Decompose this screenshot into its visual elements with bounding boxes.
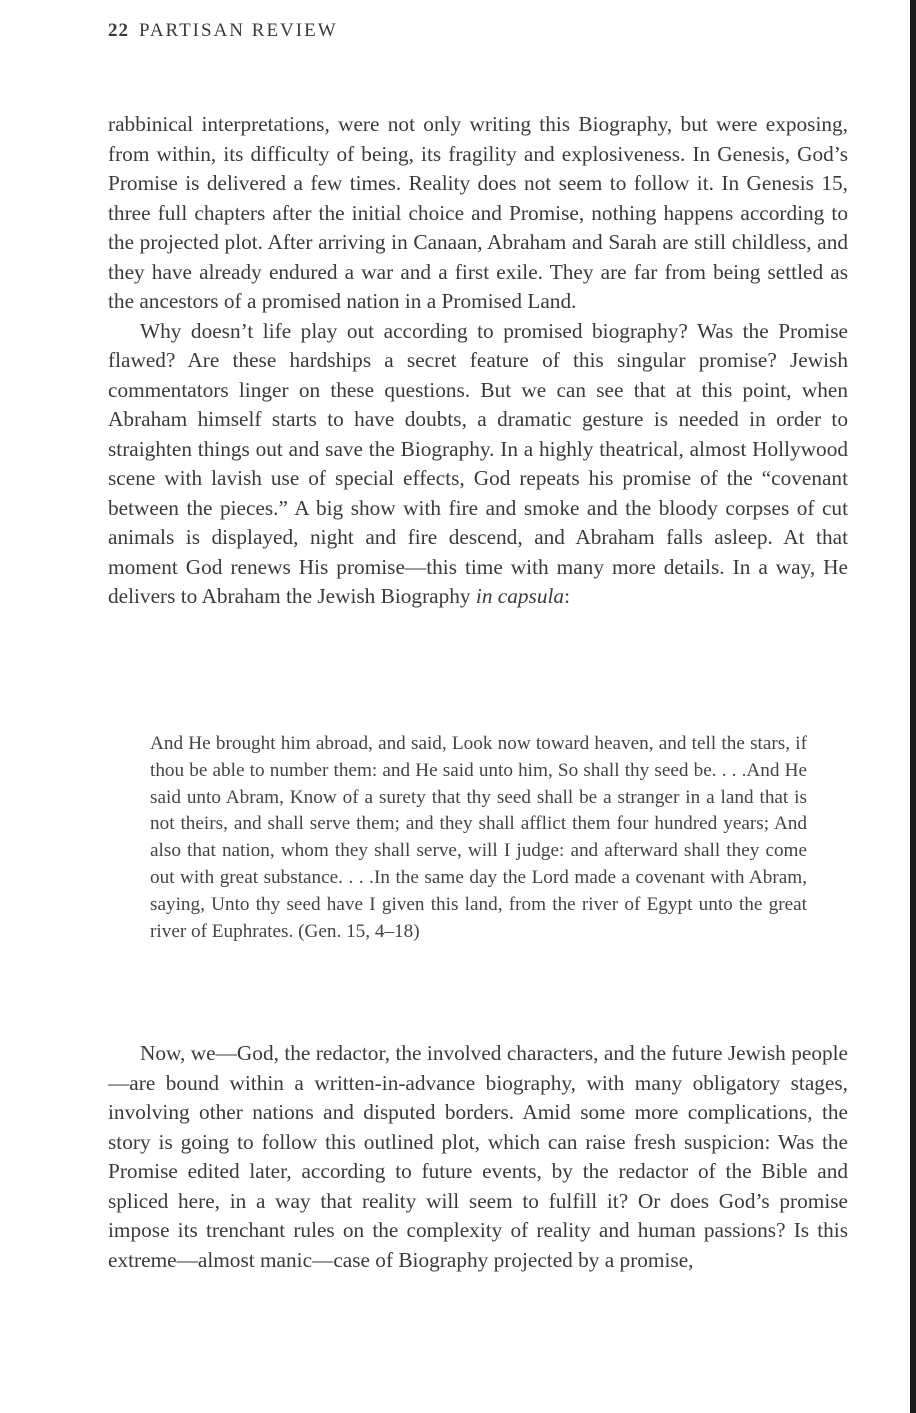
genesis-blockquote: And He brought him abroad, and said, Look now toward heaven, and tell the stars, if thou be able to number them: and He said unto him, So shall thy seed be. . . .And He said unto Abram, Know of a surety that thy seed shall be a stranger in a land that is not theirs, and shall serve them; and they shall afflict them four hundred years; And also that nation, whom they shall serve, will I judge: and afterward shall they come out with great substance. . . .In the same day the Lord made a covenant with Abram, saying, Unto thy seed have I given this land, from the river of Egypt unto the great river of Euphrates. (Gen. 15, 4–18) — [150, 733, 807, 942]
journal-title: PARTISAN REVIEW — [139, 20, 338, 41]
paragraph-promise-tail: : — [564, 584, 570, 608]
paragraph-promise-italic: in capsula — [475, 584, 565, 608]
body-text-top — [108, 110, 848, 612]
paragraph-promise-text: Why doesn’t life play out according to promised biography? Was the Promise flawed? Are these hardships a secret feature of this singular promise? Jewish commentators linger on these questions. But we can see that at this point, when Abraham himself starts to have doubts, a dramatic gesture is needed in order to straighten things out and save the Biography. In a highly theatrical, almost Hollywood scene with lavish use of special effects, God repeats his promise of the “covenant between the pieces.” A big show with fire and smoke and the bloody corpses of cut animals is displayed, night and fire descend, and Abraham falls asleep. At that moment God renews His promise—this time with many more details. In a way, He delivers to Abraham the Jewish Biography — [108, 318, 848, 608]
page-edge — [910, 0, 916, 1413]
body-text-bottom — [108, 1039, 848, 1275]
page-number: 22 — [108, 20, 129, 41]
paragraph-continued: rabbinical interpretations, were not only writing this Biography, but were exposing, from within, its difficulty of being, its fragility and explosiveness. In Genesis, God’s Promise is delivered a few times. Reality does not seem to follow it. In Genesis 15, three full chapters after the initial choice and Promise, nothing happens according to the projected plot. After arriving in Canaan, Abraham and Sarah are still childless, and they have already endured a war and a first exile. They are far from being settled as the ancestors of a promised nation in a Promised Land. — [108, 112, 848, 313]
paragraph-promise — [108, 317, 848, 612]
running-head — [108, 20, 338, 42]
paragraph-after-quote: Now, we—God, the redactor, the involved characters, and the future Jewish people—are bound within a written-in-advance biography, with many obligatory stages, involving other nations and disputed borders. Amid some more complications, the story is going to follow this outlined plot, which can raise fresh suspicion: Was the Promise edited later, according to future events, by the redactor of the Bible and spliced here, in a way that reality will seem to fulfill it? Or does God’s promise impose its trenchant rules on the complexity of reality and human passions? Is this extreme—almost manic—case of Biography projected by a promise, — [108, 1041, 848, 1272]
